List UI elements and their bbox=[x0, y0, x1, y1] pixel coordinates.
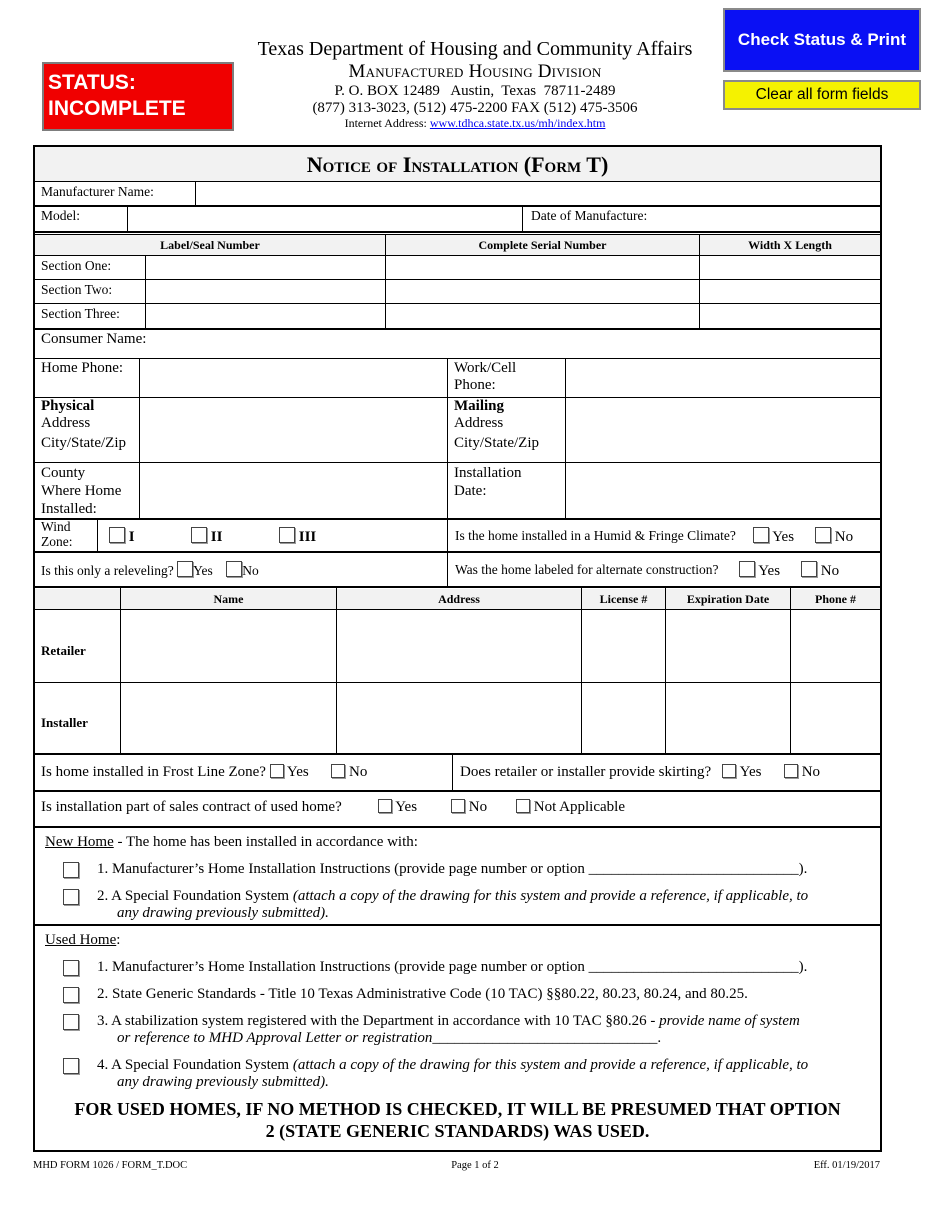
presumption-line1: FOR USED HOMES, IF NO METHOD IS CHECKED, IT WILL BE PRESUMED THAT OPTION bbox=[74, 1099, 841, 1119]
section-two-serial-field[interactable] bbox=[387, 281, 697, 301]
retailer-license-field[interactable] bbox=[583, 611, 663, 681]
used-option-1-text: 1. Manufacturer’s Home Installation Instructions (provide page number or option ____________________________). bbox=[97, 959, 808, 975]
used-option-4-lead: 4. A Special Foundation System bbox=[97, 1057, 293, 1073]
installation-date-label bbox=[454, 464, 522, 500]
county-label-line1: County bbox=[41, 465, 86, 481]
internet-label: Internet Address: bbox=[344, 116, 427, 131]
skirting-question-text: Does retailer or installer provide skirting? bbox=[460, 764, 712, 780]
check-status-print-button[interactable]: Check Status & Print bbox=[723, 8, 921, 72]
used-option-1-checkbox[interactable] bbox=[63, 960, 79, 976]
form-title: Notice of Installation (Form T) bbox=[35, 147, 880, 181]
work-cell-phone-label bbox=[454, 360, 516, 394]
party-license-header: License # bbox=[599, 592, 648, 606]
humid-yes-checkbox[interactable] bbox=[753, 527, 769, 543]
used-option-4-note-cont: any drawing previously submitted). bbox=[117, 1074, 329, 1090]
used-option-2-checkbox[interactable] bbox=[63, 987, 79, 1003]
sales-contract-question: Is installation part of sales contract of used home? bbox=[41, 799, 342, 815]
physical-label-line2: Address bbox=[41, 415, 91, 431]
installer-license-field[interactable] bbox=[583, 684, 663, 751]
used-option-3-checkbox[interactable] bbox=[63, 1014, 79, 1030]
alternate-yes-label: Yes bbox=[758, 563, 781, 579]
sales-no-label: No bbox=[468, 799, 488, 815]
work-cell-phone-field[interactable] bbox=[567, 360, 879, 396]
used-option-4-text bbox=[97, 1057, 877, 1091]
section-three-serial-field[interactable] bbox=[387, 305, 697, 325]
date-of-manufacture-field[interactable] bbox=[655, 207, 882, 229]
party-phone-header: Phone # bbox=[814, 592, 856, 606]
clear-form-fields-button[interactable]: Clear all form fields bbox=[723, 80, 921, 110]
used-option-3-text bbox=[97, 1013, 877, 1047]
alternate-no-option bbox=[801, 561, 839, 580]
frost-no-checkbox[interactable] bbox=[331, 764, 345, 778]
sales-yes-option bbox=[378, 799, 417, 816]
section-one-label: Section One: bbox=[41, 258, 112, 273]
humid-yes-option bbox=[753, 527, 794, 546]
manufacturer-name-field[interactable] bbox=[196, 182, 882, 204]
new-option-2-checkbox[interactable] bbox=[63, 889, 79, 905]
date-of-manufacture-label: Date of Manufacture: bbox=[531, 208, 648, 223]
skirting-no-checkbox[interactable] bbox=[784, 764, 798, 778]
page-number: Page 1 of 2 bbox=[451, 1160, 499, 1171]
installation-date-field[interactable] bbox=[567, 464, 879, 517]
new-home-label: New Home bbox=[45, 834, 114, 850]
county-label bbox=[41, 464, 121, 518]
phone-numbers: (877) 313-3023, (512) 475-2200 FAX (512) 475-3506 bbox=[312, 100, 638, 117]
installer-phone-field[interactable] bbox=[792, 684, 879, 751]
releveling-no-checkbox[interactable] bbox=[226, 561, 242, 577]
physical-address-label bbox=[41, 398, 94, 432]
physical-address-field[interactable] bbox=[141, 399, 445, 433]
skirting-yes-checkbox[interactable] bbox=[722, 764, 736, 778]
mailing-city-state-zip-field[interactable] bbox=[567, 435, 879, 459]
skirting-question bbox=[460, 764, 820, 781]
website-link[interactable]: www.tdhca.state.tx.us/mh/index.htm bbox=[429, 116, 606, 131]
section-one-size-field[interactable] bbox=[701, 257, 879, 277]
mailing-address-field[interactable] bbox=[567, 399, 879, 433]
skirting-no-label: No bbox=[801, 764, 821, 780]
new-option-2-note: (attach a copy of the drawing for this system and provide a reference, if applicable, to bbox=[292, 888, 809, 904]
physical-city-state-zip-label: City/State/Zip bbox=[41, 435, 126, 451]
wind-zone-3-label: III bbox=[298, 529, 317, 545]
frost-line-question bbox=[41, 764, 367, 781]
used-option-2-text: 2. State Generic Standards - Title 10 Texas Administrative Code (10 TAC) §§80.22, 80.23, 80.24, and 80.25. bbox=[97, 986, 748, 1002]
physical-city-state-zip-field[interactable] bbox=[141, 435, 445, 459]
home-phone-field[interactable] bbox=[141, 360, 445, 396]
section-three-size-field[interactable] bbox=[701, 305, 879, 325]
wind-zone-1-option bbox=[109, 527, 135, 546]
consumer-name-label: Consumer Name: bbox=[41, 331, 147, 347]
releveling-yes-checkbox[interactable] bbox=[177, 561, 193, 577]
section-three-label: Section Three: bbox=[41, 306, 120, 321]
used-option-3-lead: 3. A stabilization system registered with the Department in accordance with 10 TAC §80.26 - bbox=[97, 1013, 660, 1029]
sales-not-applicable-checkbox[interactable] bbox=[516, 799, 530, 813]
alternate-yes-checkbox[interactable] bbox=[739, 561, 755, 577]
retailer-label: Retailer bbox=[41, 643, 86, 658]
wind-zone-2-label: II bbox=[210, 529, 223, 545]
sales-no-option bbox=[451, 799, 487, 816]
used-home-heading: Used Home: bbox=[45, 932, 121, 948]
wind-zone-2-checkbox[interactable] bbox=[191, 527, 207, 543]
wind-zone-label-line2: Zone: bbox=[41, 534, 73, 549]
effective-date: Eff. 01/19/2017 bbox=[813, 1160, 880, 1171]
alternate-construction-question: Was the home labeled for alternate construction? bbox=[455, 562, 719, 577]
alternate-no-label: No bbox=[820, 563, 840, 579]
humid-climate-question: Is the home installed in a Humid & Fringe Climate? bbox=[455, 528, 736, 543]
wind-zone-label-line1: Wind bbox=[41, 519, 71, 534]
humid-no-option bbox=[815, 527, 853, 546]
used-home-label: Used Home bbox=[45, 932, 117, 948]
retailer-address-field[interactable] bbox=[338, 611, 579, 681]
manufacturer-name-label: Manufacturer Name: bbox=[41, 184, 154, 199]
agency-name: Texas Department of Housing and Community Affairs bbox=[257, 38, 693, 60]
releveling-question-text: Is this only a releveling? bbox=[41, 563, 174, 578]
mailing-address-label bbox=[454, 398, 504, 432]
sales-yes-label: Yes bbox=[395, 799, 418, 815]
sales-no-checkbox[interactable] bbox=[451, 799, 465, 813]
form-t bbox=[33, 145, 882, 1152]
form-number: MHD FORM 1026 / FORM_T.DOC bbox=[33, 1160, 188, 1171]
installation-date-label-line1: Installation bbox=[454, 465, 522, 481]
wind-zone-label bbox=[41, 519, 73, 549]
status-value: INCOMPLETE bbox=[48, 97, 186, 120]
installer-label: Installer bbox=[41, 715, 88, 730]
work-cell-label-line1: Work/Cell bbox=[454, 360, 517, 376]
section-three-seal-field[interactable] bbox=[147, 305, 383, 325]
new-home-text: - The home has been installed in accordance with: bbox=[113, 834, 418, 850]
mailing-city-state-zip-label: City/State/Zip bbox=[454, 435, 539, 451]
alternate-no-checkbox[interactable] bbox=[801, 561, 817, 577]
releveling-question bbox=[41, 561, 259, 579]
wind-zone-1-label: I bbox=[128, 529, 135, 545]
sales-yes-checkbox[interactable] bbox=[378, 799, 392, 813]
section-two-size-field[interactable] bbox=[701, 281, 879, 301]
wind-zone-3-checkbox[interactable] bbox=[279, 527, 295, 543]
used-option-4-note: (attach a copy of the drawing for this system and provide a reference, if applicable, to bbox=[292, 1057, 809, 1073]
new-option-1-text: 1. Manufacturer’s Home Installation Instructions (provide page number or option ____________________________). bbox=[97, 861, 808, 877]
frost-no-label: No bbox=[349, 764, 368, 780]
mailing-label-line1: Mailing bbox=[454, 398, 505, 414]
party-address-header: Address bbox=[438, 592, 480, 606]
frost-yes-label: Yes bbox=[286, 764, 309, 780]
section-two-seal-field[interactable] bbox=[147, 281, 383, 301]
work-cell-label-line2: Phone: bbox=[454, 377, 496, 393]
new-option-1-checkbox[interactable] bbox=[63, 862, 79, 878]
county-label-line2: Where Home bbox=[41, 483, 122, 499]
county-field[interactable] bbox=[141, 464, 445, 517]
party-expiration-header: Expiration Date bbox=[686, 592, 770, 606]
consumer-name-field[interactable] bbox=[165, 331, 879, 355]
wind-zone-1-checkbox[interactable] bbox=[109, 527, 125, 543]
new-option-2-lead: 2. A Special Foundation System bbox=[97, 888, 293, 904]
county-label-line3: Installed: bbox=[41, 501, 97, 517]
label-seal-number-header: Label/Seal Number bbox=[160, 238, 260, 252]
new-option-2-note-cont: any drawing previously submitted). bbox=[117, 905, 329, 921]
frost-yes-checkbox[interactable] bbox=[270, 764, 284, 778]
section-one-serial-field[interactable] bbox=[387, 257, 697, 277]
agency-header bbox=[230, 38, 720, 131]
used-option-3-blank: ______________________________. bbox=[432, 1030, 662, 1046]
division-name: Manufactured Housing Division bbox=[348, 61, 602, 82]
width-length-header: Width X Length bbox=[748, 238, 832, 252]
alternate-yes-option bbox=[739, 561, 780, 580]
releveling-yes-label: Yes bbox=[193, 563, 213, 578]
humid-no-label: No bbox=[834, 529, 854, 545]
installation-date-label-line2: Date: bbox=[454, 483, 487, 499]
model-label: Model: bbox=[41, 208, 80, 223]
used-option-4-checkbox[interactable] bbox=[63, 1058, 79, 1074]
new-home-heading bbox=[45, 834, 418, 851]
wind-zone-2-option bbox=[191, 527, 222, 546]
serial-number-header: Complete Serial Number bbox=[478, 238, 607, 252]
installer-address-field[interactable] bbox=[338, 684, 579, 751]
model-field[interactable] bbox=[128, 207, 521, 229]
used-option-3-note: provide name of system bbox=[659, 1013, 800, 1029]
skirting-yes-label: Yes bbox=[739, 764, 762, 780]
status-badge bbox=[42, 62, 234, 131]
section-two-label: Section Two: bbox=[41, 282, 113, 297]
retailer-expiration-field[interactable] bbox=[667, 611, 788, 681]
retailer-name-field[interactable] bbox=[122, 611, 334, 681]
sales-not-applicable-option bbox=[516, 799, 625, 816]
installer-expiration-field[interactable] bbox=[667, 684, 788, 751]
retailer-phone-field[interactable] bbox=[792, 611, 879, 681]
humid-yes-label: Yes bbox=[772, 529, 795, 545]
installer-name-field[interactable] bbox=[122, 684, 334, 751]
home-phone-label: Home Phone: bbox=[41, 360, 124, 376]
presumption-notice bbox=[35, 1098, 880, 1142]
po-box: P. O. BOX 12489 Austin, Texas 78711-2489 bbox=[334, 82, 616, 99]
party-name-header: Name bbox=[213, 592, 244, 606]
used-option-3-note-cont: or reference to MHD Approval Letter or registration bbox=[117, 1030, 433, 1046]
mailing-label-line2: Address bbox=[454, 415, 504, 431]
releveling-no-label: No bbox=[242, 563, 259, 578]
status-label: STATUS: bbox=[48, 71, 136, 94]
section-one-seal-field[interactable] bbox=[147, 257, 383, 277]
physical-label-line1: Physical bbox=[41, 398, 95, 414]
sales-not-applicable-label: Not Applicable bbox=[533, 799, 625, 815]
humid-no-checkbox[interactable] bbox=[815, 527, 831, 543]
new-option-2-text bbox=[97, 888, 877, 922]
wind-zone-3-option bbox=[279, 527, 316, 546]
frost-line-question-text: Is home installed in Frost Line Zone? bbox=[41, 764, 266, 780]
presumption-line2: 2 (STATE GENERIC STANDARDS) WAS USED. bbox=[265, 1121, 650, 1141]
